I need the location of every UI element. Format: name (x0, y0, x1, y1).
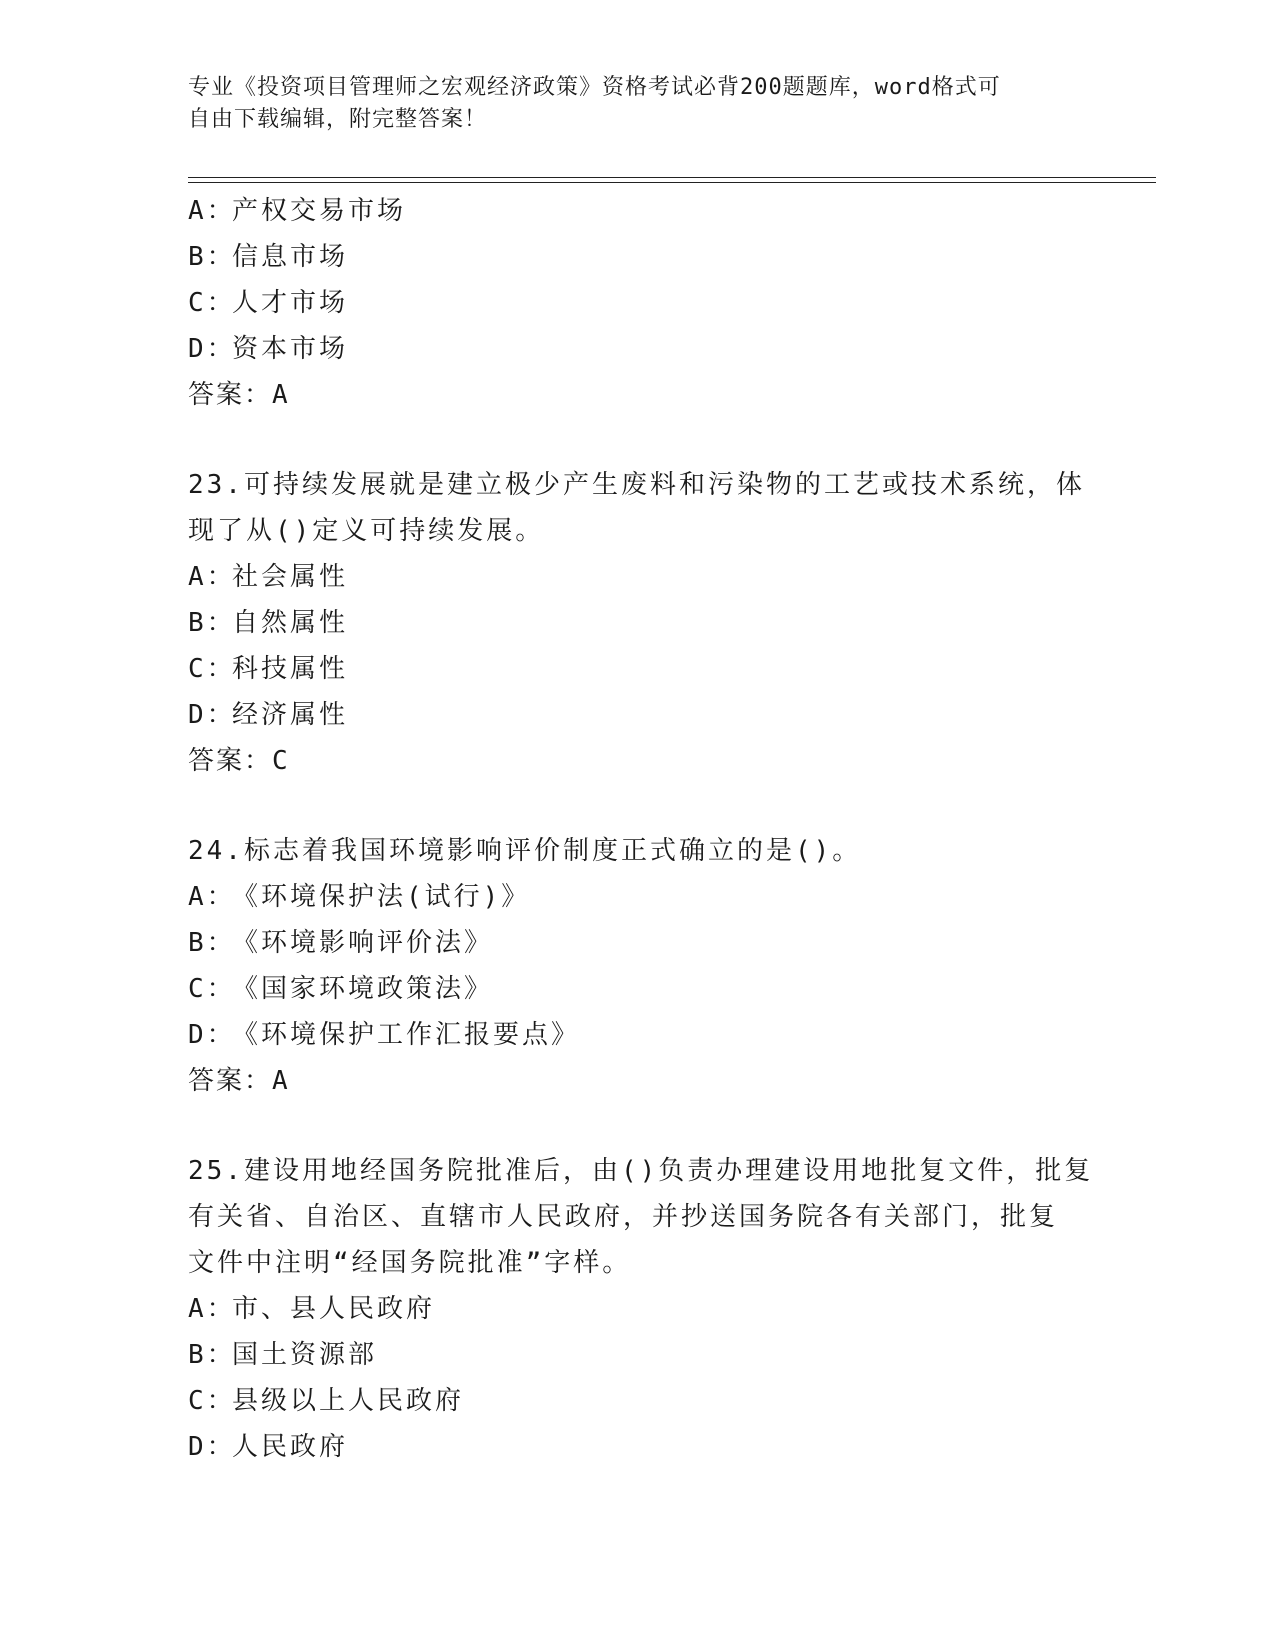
option-text: 产权交易市场 (232, 196, 407, 226)
option-c (188, 646, 1088, 692)
document-header (188, 72, 1068, 136)
spacer (188, 1104, 1088, 1148)
option-b (188, 234, 1088, 280)
question-23 (188, 462, 1088, 784)
option-text: 经济属性 (232, 700, 349, 730)
option-key: D： (188, 1432, 236, 1462)
option-key: C： (188, 1386, 236, 1416)
option-b (188, 920, 1088, 966)
header-divider-top (188, 177, 1156, 178)
option-text: 《环境保护工作汇报要点》 (232, 1020, 581, 1050)
option-key: B： (188, 608, 236, 638)
option-text: 自然属性 (232, 608, 349, 638)
answer: 答案：C (188, 746, 290, 776)
question-24 (188, 828, 1088, 1104)
option-key: A： (188, 562, 236, 592)
option-text: 信息市场 (232, 242, 349, 272)
option-key: B： (188, 928, 236, 958)
option-a (188, 188, 1088, 234)
option-text: 县级以上人民政府 (232, 1386, 465, 1416)
option-text: 《环境保护法(试行)》 (232, 882, 531, 912)
option-text: 资本市场 (232, 334, 349, 364)
option-a (188, 874, 1088, 920)
header-line-1: 专业《投资项目管理师之宏观经济政策》资格考试必背200题题库，word格式可 (188, 75, 1001, 100)
option-text: 科技属性 (232, 654, 349, 684)
option-key: D： (188, 1020, 236, 1050)
question-text-line: 23.可持续发展就是建立极少产生废料和污染物的工艺或技术系统，体 (188, 470, 1085, 500)
header-divider-bottom (188, 182, 1156, 183)
option-c (188, 1378, 1088, 1424)
header-line-2: 自由下载编辑，附完整答案！ (188, 107, 488, 132)
question-text-line: 现了从()定义可持续发展。 (188, 516, 545, 546)
question-25 (188, 1148, 1094, 1470)
question-text-line: 有关省、自治区、直辖市人民政府，并抄送国务院各有关部门，批复 (188, 1202, 1059, 1232)
option-c (188, 966, 1088, 1012)
option-key: C： (188, 288, 236, 318)
answer: 答案：A (188, 1066, 290, 1096)
option-c (188, 280, 1088, 326)
option-key: D： (188, 700, 236, 730)
option-key: A： (188, 196, 236, 226)
option-a (188, 1286, 1088, 1332)
question-22-continued (188, 188, 1088, 418)
option-key: C： (188, 974, 236, 1004)
question-list (188, 188, 1094, 1470)
option-text: 市、县人民政府 (232, 1294, 436, 1324)
option-d (188, 1424, 1088, 1470)
option-a (188, 554, 1088, 600)
option-d (188, 326, 1088, 372)
option-key: D： (188, 334, 236, 364)
option-key: C： (188, 654, 236, 684)
option-text: 社会属性 (232, 562, 349, 592)
option-key: A： (188, 1294, 236, 1324)
option-b (188, 1332, 1088, 1378)
spacer (188, 784, 1088, 828)
question-text-line: 25.建设用地经国务院批准后，由()负责办理建设用地批复文件，批复 (188, 1156, 1094, 1186)
spacer (188, 418, 1088, 462)
option-text: 国土资源部 (232, 1340, 378, 1370)
option-d (188, 1012, 1088, 1058)
answer: 答案：A (188, 380, 290, 410)
option-text: 人才市场 (232, 288, 349, 318)
option-text: 人民政府 (232, 1432, 349, 1462)
option-d (188, 692, 1088, 738)
question-text-line: 文件中注明“经国务院批准”字样。 (188, 1248, 632, 1278)
option-b (188, 600, 1088, 646)
option-key: A： (188, 882, 236, 912)
option-text: 《国家环境政策法》 (232, 974, 494, 1004)
option-key: B： (188, 1340, 236, 1370)
option-key: B： (188, 242, 236, 272)
option-text: 《环境影响评价法》 (232, 928, 494, 958)
question-text-line: 24.标志着我国环境影响评价制度正式确立的是()。 (188, 836, 862, 866)
